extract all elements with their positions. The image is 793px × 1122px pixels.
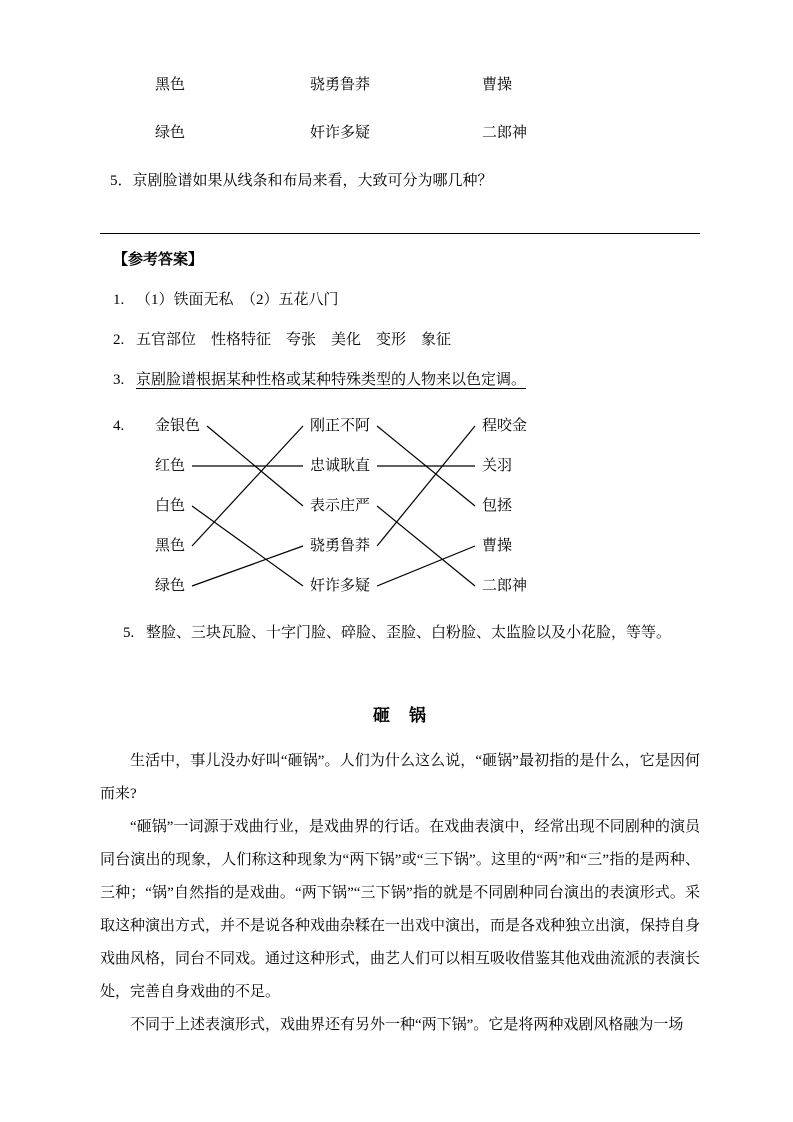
answer-number: 2.: [113, 332, 125, 348]
match-item: 表示庄严: [310, 498, 371, 514]
section-divider: [100, 233, 700, 234]
match-item: 骁勇鲁莽: [310, 538, 371, 554]
answer-number: 4.: [113, 418, 125, 434]
answer-number: 3.: [113, 372, 125, 388]
answer-4: [100, 406, 700, 606]
match-middle-label: 骁勇鲁莽: [310, 77, 371, 93]
answer-text: 五官部位 性格特征 夸张 美化 变形 象征: [136, 332, 452, 348]
match-item: 曹操: [482, 538, 513, 554]
match-row: [155, 123, 700, 143]
match-column-characters: [482, 406, 527, 606]
match-left-label: 黑色: [155, 77, 186, 93]
question-section: [100, 75, 700, 191]
answer-3: [113, 370, 700, 390]
match-middle-label: 奸诈多疑: [310, 125, 371, 141]
article-paragraph: 生活中，事儿没办好叫“砸锅”。人们为什么这么说，“砸锅”最初指的是什么，它是因何而来?: [100, 753, 700, 802]
article-title: 砸 锅: [373, 706, 427, 725]
match-item: 关羽: [482, 458, 513, 474]
match-item: 包拯: [482, 498, 513, 514]
answer-number: 5.: [123, 625, 135, 641]
match-item: 黑色: [155, 538, 186, 554]
answer-number: 1.: [113, 292, 125, 308]
answers-section: [100, 250, 700, 643]
answer-1: [113, 290, 700, 310]
article-paragraph: 不同于上述表演形式，戏曲界还有另外一种“两下锅”。它是将两种戏剧风格融为一场: [130, 1017, 684, 1033]
match-row: [155, 75, 700, 95]
question-5-text: 5．京剧脸谱如果从线条和布局来看，大致可分为哪几种？: [110, 173, 493, 189]
match-item: 忠诚耿直: [310, 458, 371, 474]
match-left-label: 绿色: [155, 125, 186, 141]
match-item: 奸诈多疑: [310, 578, 371, 594]
match-item: 二郎神: [482, 578, 528, 594]
answer-2: [113, 330, 700, 350]
match-item: 绿色: [155, 578, 186, 594]
answer-text-underlined: 京剧脸谱根据某种性格或某种特殊类型的人物来以色定调。: [136, 372, 527, 388]
match-item: 程咬金: [482, 418, 528, 434]
answer-text: 整脸、三块瓦脸、十字门脸、碎脸、歪脸、白粉脸、太监脸以及小花脸，等等。: [146, 625, 672, 641]
match-item: 白色: [155, 498, 186, 514]
match-right-label: 曹操: [482, 77, 513, 93]
article-section: [100, 703, 700, 1042]
match-right-label: 二郎神: [482, 125, 528, 141]
answer-text: （1）铁面无私 （2）五花八门: [136, 292, 339, 308]
match-item: 刚正不阿: [310, 418, 371, 434]
answer-5: [123, 623, 700, 643]
match-column-traits: [310, 406, 370, 606]
match-column-colors: [155, 406, 200, 606]
match-item: 金银色: [155, 418, 201, 434]
match-item: 红色: [155, 458, 186, 474]
answers-header: 【参考答案】: [113, 252, 204, 268]
article-paragraph: “砸锅”一词源于戏曲行业，是戏曲界的行话。在戏曲表演中，经常出现不同剧种的演员同台演出的现象，人们称这种现象为“两下锅”或“三下锅”。这里的“两”和“三”指的是两种、三种；“锅”自然指的是戏曲。“两下锅”“三下锅”指的就是不同剧种同台演出的表演形式。采取这种演出方式，并不是说各种戏曲杂糅在一出戏中演出，而是各戏种独立出演，保持自身戏曲风格，同台不同戏。通过这种形式，曲艺人们可以相互吸收借鉴其他戏曲流派的表演长处，完善自身戏曲的不足。: [100, 819, 701, 1000]
matching-diagram: [100, 406, 700, 606]
